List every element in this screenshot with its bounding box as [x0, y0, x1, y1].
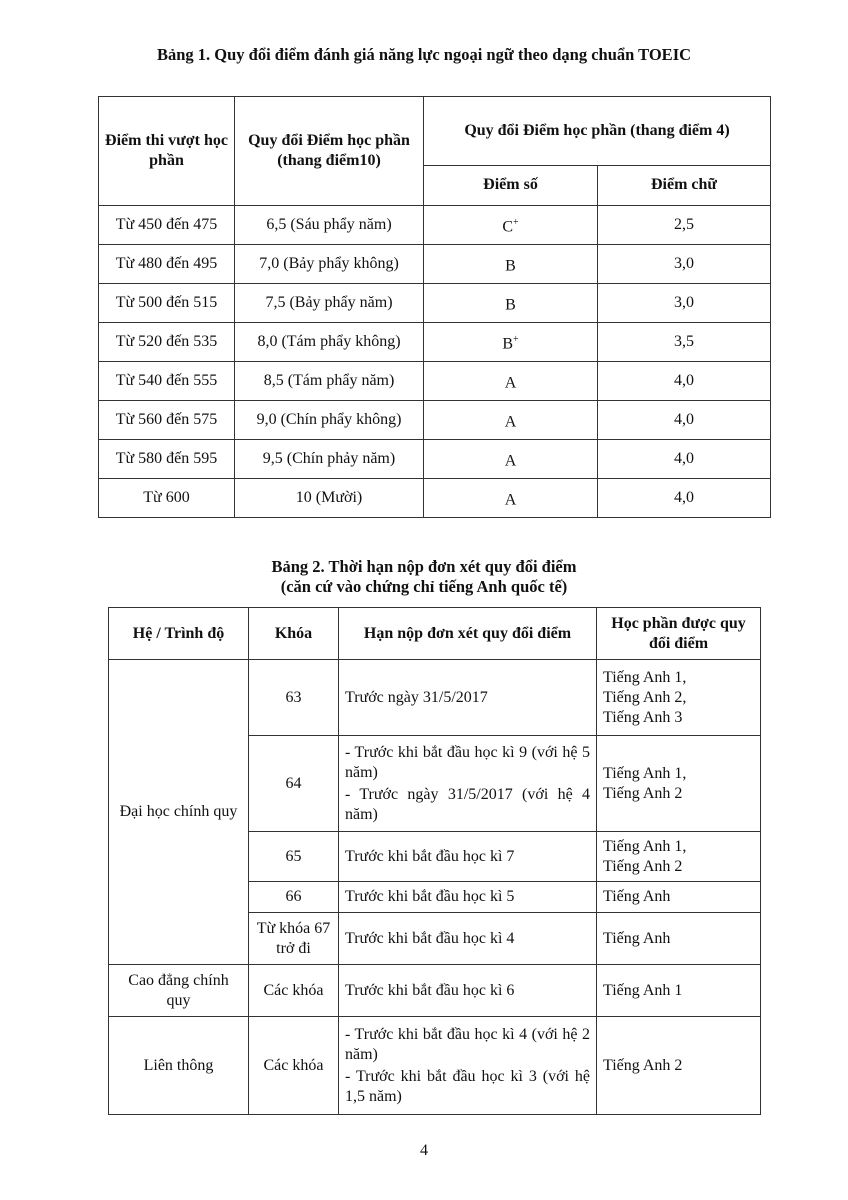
- table-row: [99, 323, 771, 362]
- course-text: Tiếng Anh 2: [603, 784, 683, 802]
- letter-grade: C: [502, 218, 514, 236]
- grade-plus: +: [513, 216, 519, 228]
- deadline-cell: [339, 660, 597, 736]
- letter-grade: B: [505, 257, 516, 275]
- score-4-cell: 4,0: [598, 440, 771, 479]
- table-row: [99, 479, 771, 518]
- letter-grade-cell: [424, 479, 598, 518]
- score-4-cell: 4,0: [598, 401, 771, 440]
- course-text: Tiếng Anh 1: [603, 981, 683, 999]
- table-row: [109, 965, 761, 1017]
- cohort-cell: 66: [249, 882, 339, 913]
- cohort-cell: 63: [249, 660, 339, 736]
- table-row: [99, 401, 771, 440]
- score-4-cell: 2,5: [598, 206, 771, 245]
- deadline-text: Trước ngày 31/5/2017: [345, 688, 488, 706]
- score-10-cell: 7,0 (Bảy phẩy không): [235, 245, 424, 284]
- header-cohort: Khóa: [249, 608, 339, 660]
- letter-grade-cell: [424, 440, 598, 479]
- letter-grade-cell: [424, 206, 598, 245]
- table2-title-line2: (căn cứ vào chứng chỉ tiếng Anh quốc tế): [280, 577, 568, 596]
- course-text: Tiếng Anh 2: [603, 1056, 683, 1074]
- course-text: Tiếng Anh 2,: [603, 688, 687, 706]
- deadline-cell: [339, 1017, 597, 1115]
- score-10-cell: 10 (Mười): [235, 479, 424, 518]
- score-range-cell: Từ 560 đến 575: [99, 401, 235, 440]
- deadline-cell: [339, 832, 597, 882]
- score-4-cell: 3,5: [598, 323, 771, 362]
- page-number: 4: [420, 1142, 428, 1159]
- deadline-text: - Trước ngày 31/5/2017 (với hệ 4 năm): [345, 785, 590, 823]
- course-text: Tiếng Anh 1,: [603, 837, 687, 855]
- deadline-text: Trước khi bắt đầu học kì 6: [345, 981, 515, 999]
- letter-grade-cell: [424, 323, 598, 362]
- letter-grade: A: [504, 452, 517, 470]
- cohort-cell: 64: [249, 736, 339, 832]
- score-range-cell: Từ 500 đến 515: [99, 284, 235, 323]
- course-text: Tiếng Anh 1,: [603, 764, 687, 782]
- courses-cell: [597, 1017, 761, 1115]
- courses-cell: [597, 882, 761, 913]
- deadline-text: - Trước khi bắt đầu học kì 9 (với hệ 5 năm): [345, 743, 590, 781]
- table2-title-line1: Bảng 2. Thời hạn nộp đơn xét quy đổi điểm: [271, 557, 577, 576]
- group-caodang: Cao đẳng chính quy: [109, 965, 249, 1017]
- cohort-cell: 65: [249, 832, 339, 882]
- score-10-cell: 9,5 (Chín phảy năm): [235, 440, 424, 479]
- score-range-cell: Từ 520 đến 535: [99, 323, 235, 362]
- course-text: Tiếng Anh: [603, 888, 671, 905]
- letter-grade-cell: [424, 401, 598, 440]
- courses-cell: [597, 736, 761, 832]
- table-row: [99, 245, 771, 284]
- toeic-conversion-table: [98, 96, 771, 518]
- deadline-text: - Trước khi bắt đầu học kì 4 (với hệ 2 năm): [345, 1025, 590, 1063]
- course-text: Tiếng Anh 3: [603, 708, 683, 726]
- table-row: [109, 1017, 761, 1115]
- score-10-cell: 6,5 (Sáu phẩy năm): [235, 206, 424, 245]
- letter-grade-cell: [424, 284, 598, 323]
- letter-grade: B: [505, 296, 516, 314]
- score-range-cell: Từ 600: [99, 479, 235, 518]
- score-10-cell: 8,5 (Tám phẩy năm): [235, 362, 424, 401]
- letter-grade: A: [504, 413, 517, 431]
- letter-grade: A: [504, 491, 517, 509]
- header-letter-score: Điểm chữ: [598, 165, 771, 205]
- cohort-cell: Các khóa: [249, 965, 339, 1017]
- cohort-cell: Từ khóa 67 trở đi: [249, 913, 339, 965]
- course-text: Tiếng Anh 2: [603, 857, 683, 875]
- deadline-cell: [339, 965, 597, 1017]
- deadline-text: Trước khi bắt đầu học kì 7: [345, 847, 515, 865]
- table1-title: Bảng 1. Quy đổi điểm đánh giá năng lực ngoại ngữ theo dạng chuẩn TOEIC: [156, 45, 692, 64]
- score-4-cell: 4,0: [598, 479, 771, 518]
- score-4-cell: 3,0: [598, 284, 771, 323]
- header-deadline: Hạn nộp đơn xét quy đổi điểm: [339, 608, 597, 660]
- group-lienthong: Liên thông: [109, 1017, 249, 1115]
- header-score-10: Quy đổi Điểm học phần (thang điểm10): [235, 97, 424, 206]
- letter-grade-cell: [424, 362, 598, 401]
- score-range-cell: Từ 580 đến 595: [99, 440, 235, 479]
- deadline-text: Trước khi bắt đầu học kì 4: [345, 929, 515, 947]
- grade-plus: +: [513, 333, 519, 345]
- course-text: Tiếng Anh 1,: [603, 668, 687, 686]
- letter-grade-cell: [424, 245, 598, 284]
- header-score-4-group: Quy đổi Điểm học phần (thang điểm 4): [424, 97, 771, 166]
- deadline-cell: [339, 913, 597, 965]
- table-row: [99, 284, 771, 323]
- deadline-text: Trước khi bắt đầu học kì 5: [345, 888, 515, 905]
- table-row: [99, 362, 771, 401]
- courses-cell: [597, 660, 761, 736]
- score-4-cell: 4,0: [598, 362, 771, 401]
- courses-cell: [597, 913, 761, 965]
- letter-grade: A: [504, 374, 517, 392]
- group-daihoc: Đại học chính quy: [109, 660, 249, 965]
- table2-title: [0, 557, 848, 597]
- score-10-cell: 9,0 (Chín phẩy không): [235, 401, 424, 440]
- header-number-score: Điểm số: [424, 165, 598, 205]
- courses-cell: [597, 832, 761, 882]
- header-exam-score: Điểm thi vượt học phần: [99, 97, 235, 206]
- letter-grade: B: [502, 335, 514, 353]
- score-10-cell: 8,0 (Tám phẩy không): [235, 323, 424, 362]
- table-row: [99, 440, 771, 479]
- score-range-cell: Từ 480 đến 495: [99, 245, 235, 284]
- header-courses: Học phần được quy đổi điểm: [597, 608, 761, 660]
- table-row: [99, 206, 771, 245]
- deadline-text: - Trước khi bắt đầu học kì 3 (với hệ 1,5 năm): [345, 1067, 590, 1105]
- header-program: Hệ / Trình độ: [109, 608, 249, 660]
- cohort-cell: Các khóa: [249, 1017, 339, 1115]
- courses-cell: [597, 965, 761, 1017]
- score-4-cell: 3,0: [598, 245, 771, 284]
- deadline-cell: [339, 882, 597, 913]
- course-text: Tiếng Anh: [603, 929, 671, 947]
- score-range-cell: Từ 450 đến 475: [99, 206, 235, 245]
- table-row: [109, 660, 761, 736]
- score-range-cell: Từ 540 đến 555: [99, 362, 235, 401]
- deadline-table: [108, 607, 761, 1115]
- deadline-cell: [339, 736, 597, 832]
- score-10-cell: 7,5 (Bảy phẩy năm): [235, 284, 424, 323]
